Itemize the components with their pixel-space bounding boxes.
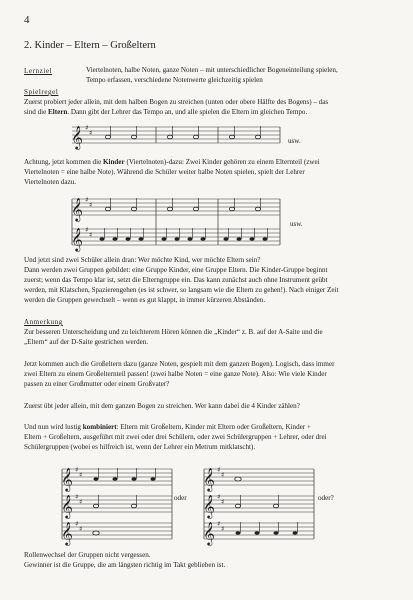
svg-text:♯: ♯	[79, 471, 83, 479]
svg-text:𝄞: 𝄞	[71, 197, 83, 221]
music-staff-half-notes	[72, 124, 282, 150]
svg-text:𝄞: 𝄞	[203, 521, 215, 545]
svg-text:♯: ♯	[89, 129, 93, 137]
para3-line-5: werden die Gruppen gewechselt – wenn es gut klappt, in immer kürzeren Abständen.	[24, 296, 266, 304]
svg-text:𝄞: 𝄞	[71, 125, 83, 149]
svg-text:𝄞: 𝄞	[203, 467, 215, 491]
para6-line-3: Schülergruppen (wobei es hilfreich ist, wenn der Lehrer ein Metrum mitklatscht).	[24, 443, 256, 451]
svg-text:𝄞: 𝄞	[71, 227, 83, 251]
svg-text:♯: ♯	[85, 124, 89, 132]
closing-line-2: Gewinner ist die Gruppe, die am längsten richtig im Takt geblieben ist.	[24, 561, 226, 569]
lernziel-label: Lernziel	[24, 67, 53, 75]
svg-text:♯: ♯	[75, 466, 79, 474]
svg-text:♯: ♯	[221, 525, 225, 533]
usw-label-2: usw.	[290, 220, 303, 228]
svg-text:𝄞: 𝄞	[61, 467, 73, 491]
para3-line-4: werden, mit Klatschen, Spazierengehen (es ist schwer, so langsam wie die Eltern zu gehen!). Nach einiger Zeit	[24, 286, 339, 294]
lernziel-line-2: Tempo erfassen, verschiedene Notenwerte gleichzeitig spielen	[86, 76, 263, 84]
svg-text:𝄞: 𝄞	[61, 521, 73, 545]
para3-line-1: Und jetzt sind zwei Schüler allein dran: Wer möchte Kind, wer möchte Eltern sein?	[24, 256, 261, 264]
music-staff-three-voices-b	[204, 466, 316, 544]
anmerkung-line-1: Zur besseren Unterscheidung und zu leichterem Hören können die „Kinder“ z. B. auf der A-Saite und die	[24, 328, 323, 336]
svg-text:♯: ♯	[75, 520, 79, 528]
svg-text:♯: ♯	[217, 466, 221, 474]
oder-label-2: oder?	[318, 494, 334, 502]
svg-text:♯: ♯	[85, 196, 89, 204]
achtung-line-2: Viertelnoten = eine halbe Note). Während die Schüler weiter halbe Noten spielen, spielt der Lehrer	[24, 168, 305, 176]
music-staff-half-and-quarter	[72, 196, 284, 254]
anmerkung-label: Anmerkung	[24, 318, 63, 326]
svg-text:♯: ♯	[217, 520, 221, 528]
svg-text:♯: ♯	[79, 525, 83, 533]
para3-line-3: zuerst; wenn das Tempo klar ist, setzt die Elterngruppe ein. Das kann zunächst auch ohne Instrument geübt	[24, 276, 328, 284]
para5-line: Zuerst übt jeder allein, mit dem ganzen Bogen zu streichen. Wer kann dabei die 4 Kinder zählen?	[24, 402, 300, 410]
svg-text:♯: ♯	[89, 201, 93, 209]
lernziel-line-1: Viertelnoten, halbe Noten, ganze Noten – mit unterschiedlicher Bogeneinteilung spielen,	[86, 66, 338, 74]
achtung-line-3: Viertelnoten dazu.	[24, 178, 76, 186]
svg-text:♯: ♯	[221, 498, 225, 506]
spielregel-line-1: Zuerst probiert jeder allein, mit dem halben Bogen zu streichen (unten oder obere Hälfte des Bogens) – das	[24, 98, 329, 106]
svg-text:𝄞: 𝄞	[61, 494, 73, 518]
svg-text:♯: ♯	[217, 493, 221, 501]
para6-line-2: Eltern + Großeltern, ausgeführt mit zwei oder drei Schülern, oder zwei Schülergruppen + Lehrer, oder drei	[24, 433, 327, 441]
achtung-line-1: Achtung, jetzt kommen die Kinder (Viertelnoten)-dazu: Zwei Kinder gehören zu einem Elternteil (zwei	[24, 158, 320, 166]
section-heading: 2. Kinder – Eltern – Großeltern	[24, 40, 156, 51]
usw-label-1: usw.	[288, 137, 301, 145]
para4-line-3: passen zu einer Großmutter oder einem Großvater?	[24, 380, 170, 388]
svg-text:♯: ♯	[89, 231, 93, 239]
para4-line-2: zwei Eltern zu einem Großelternteil passen! (zwei halbe Noten = eine ganze Note). Also: Wie viele Kinder	[24, 370, 327, 378]
svg-text:♯: ♯	[75, 493, 79, 501]
page-number: 4	[24, 14, 30, 26]
svg-text:𝄞: 𝄞	[203, 494, 215, 518]
svg-text:♯: ♯	[221, 471, 225, 479]
spielregel-label: Spielregel	[24, 88, 59, 96]
oder-label-1: oder	[174, 494, 187, 502]
para6-line-1: Und nun wird lustig kombiniert: Eltern mit Großeltern, Kinder mit Eltern oder Großeltern, Kinder +	[24, 423, 311, 431]
music-staff-three-voices-a	[62, 466, 174, 544]
svg-text:♯: ♯	[85, 226, 89, 234]
para4-line-1: Jetzt kommen auch die Großeltern dazu (ganze Noten, gespielt mit dem ganzen Bogen). Logisch, dass immer	[24, 360, 335, 368]
svg-text:♯: ♯	[79, 498, 83, 506]
closing-line-1: Rollenwechsel der Gruppen nicht vergessen.	[24, 551, 151, 559]
anmerkung-line-2: „Eltern“ auf der D-Saite gestrichen werden.	[24, 338, 149, 346]
para3-line-2: Dann werden zwei Gruppen gebildet: eine Gruppe Kinder, eine Gruppe Eltern. Die Kinder-Gruppe beginnt	[24, 266, 328, 274]
spielregel-line-2: sind die Eltern. Dann gibt der Lehrer das Tempo an, und alle spielen die Eltern im gleichen Tempo.	[24, 108, 308, 116]
